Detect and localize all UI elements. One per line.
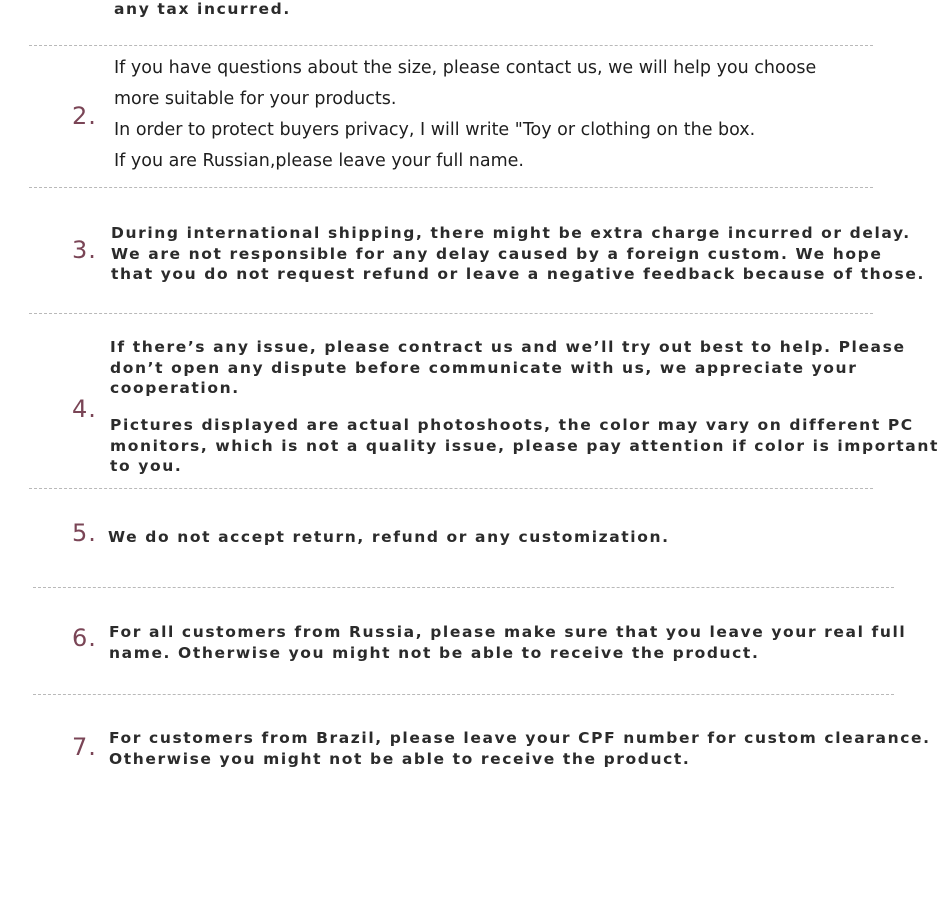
separator	[29, 488, 873, 489]
item-3-line: that you do not request refund or leave a negative feedback because of those.	[111, 265, 925, 283]
item-2-text	[114, 53, 816, 177]
item-7-line: For customers from Brazil, please leave your CPF number for custom clearance.	[109, 729, 931, 747]
item-4-line: Pictures displayed are actual photoshoots, the color may vary on different PC	[110, 416, 914, 434]
item-5-text	[108, 527, 670, 548]
item-number-3: 3.	[72, 236, 97, 264]
item-7-line: Otherwise you might not be able to receive the product.	[109, 749, 691, 768]
item-4-line: to you.	[110, 457, 183, 475]
item-2-line: If you have questions about the size, please contact us, we will help you choose	[114, 58, 817, 78]
separator	[29, 313, 873, 314]
item-4-line: don’t open any dispute before communicate with us, we appreciate your	[110, 358, 858, 377]
item-1-tail-text: any tax incurred.	[114, 0, 291, 18]
item-6-text	[109, 622, 906, 663]
separator	[29, 187, 873, 188]
item-number-5: 5.	[72, 519, 97, 547]
item-6-line: For all customers from Russia, please make sure that you leave your real full	[109, 623, 907, 641]
item-7-text	[109, 728, 931, 769]
item-number-6: 6.	[72, 624, 97, 652]
item-2-line: In order to protect buyers privacy, I will write "Toy or clothing on the box.	[114, 120, 756, 140]
item-2-line: more suitable for your products.	[114, 89, 397, 109]
separator	[33, 587, 894, 588]
item-4-text-b	[110, 415, 939, 477]
item-4-text-a	[110, 337, 906, 399]
item-3-line: We are not responsible for any delay caused by a foreign custom. We hope	[111, 244, 883, 263]
item-3-line: During international shipping, there might be extra charge incurred or delay.	[111, 224, 911, 242]
separator	[29, 45, 873, 46]
item-number-2: 2.	[72, 102, 97, 130]
item-number-7: 7.	[72, 733, 97, 761]
item-4-line: monitors, which is not a quality issue, please pay attention if color is important	[110, 436, 939, 455]
item-2-line: If you are Russian,please leave your full name.	[114, 151, 524, 171]
item-6-line: name. Otherwise you might not be able to receive the product.	[109, 643, 760, 662]
item-5-line: We do not accept return, refund or any customization.	[108, 528, 670, 546]
item-4-line: If there’s any issue, please contract us and we’ll try out best to help. Please	[110, 338, 906, 356]
item-number-4: 4.	[72, 395, 97, 423]
separator	[33, 694, 894, 695]
item-4-line: cooperation.	[110, 379, 240, 397]
item-3-text	[111, 223, 925, 285]
